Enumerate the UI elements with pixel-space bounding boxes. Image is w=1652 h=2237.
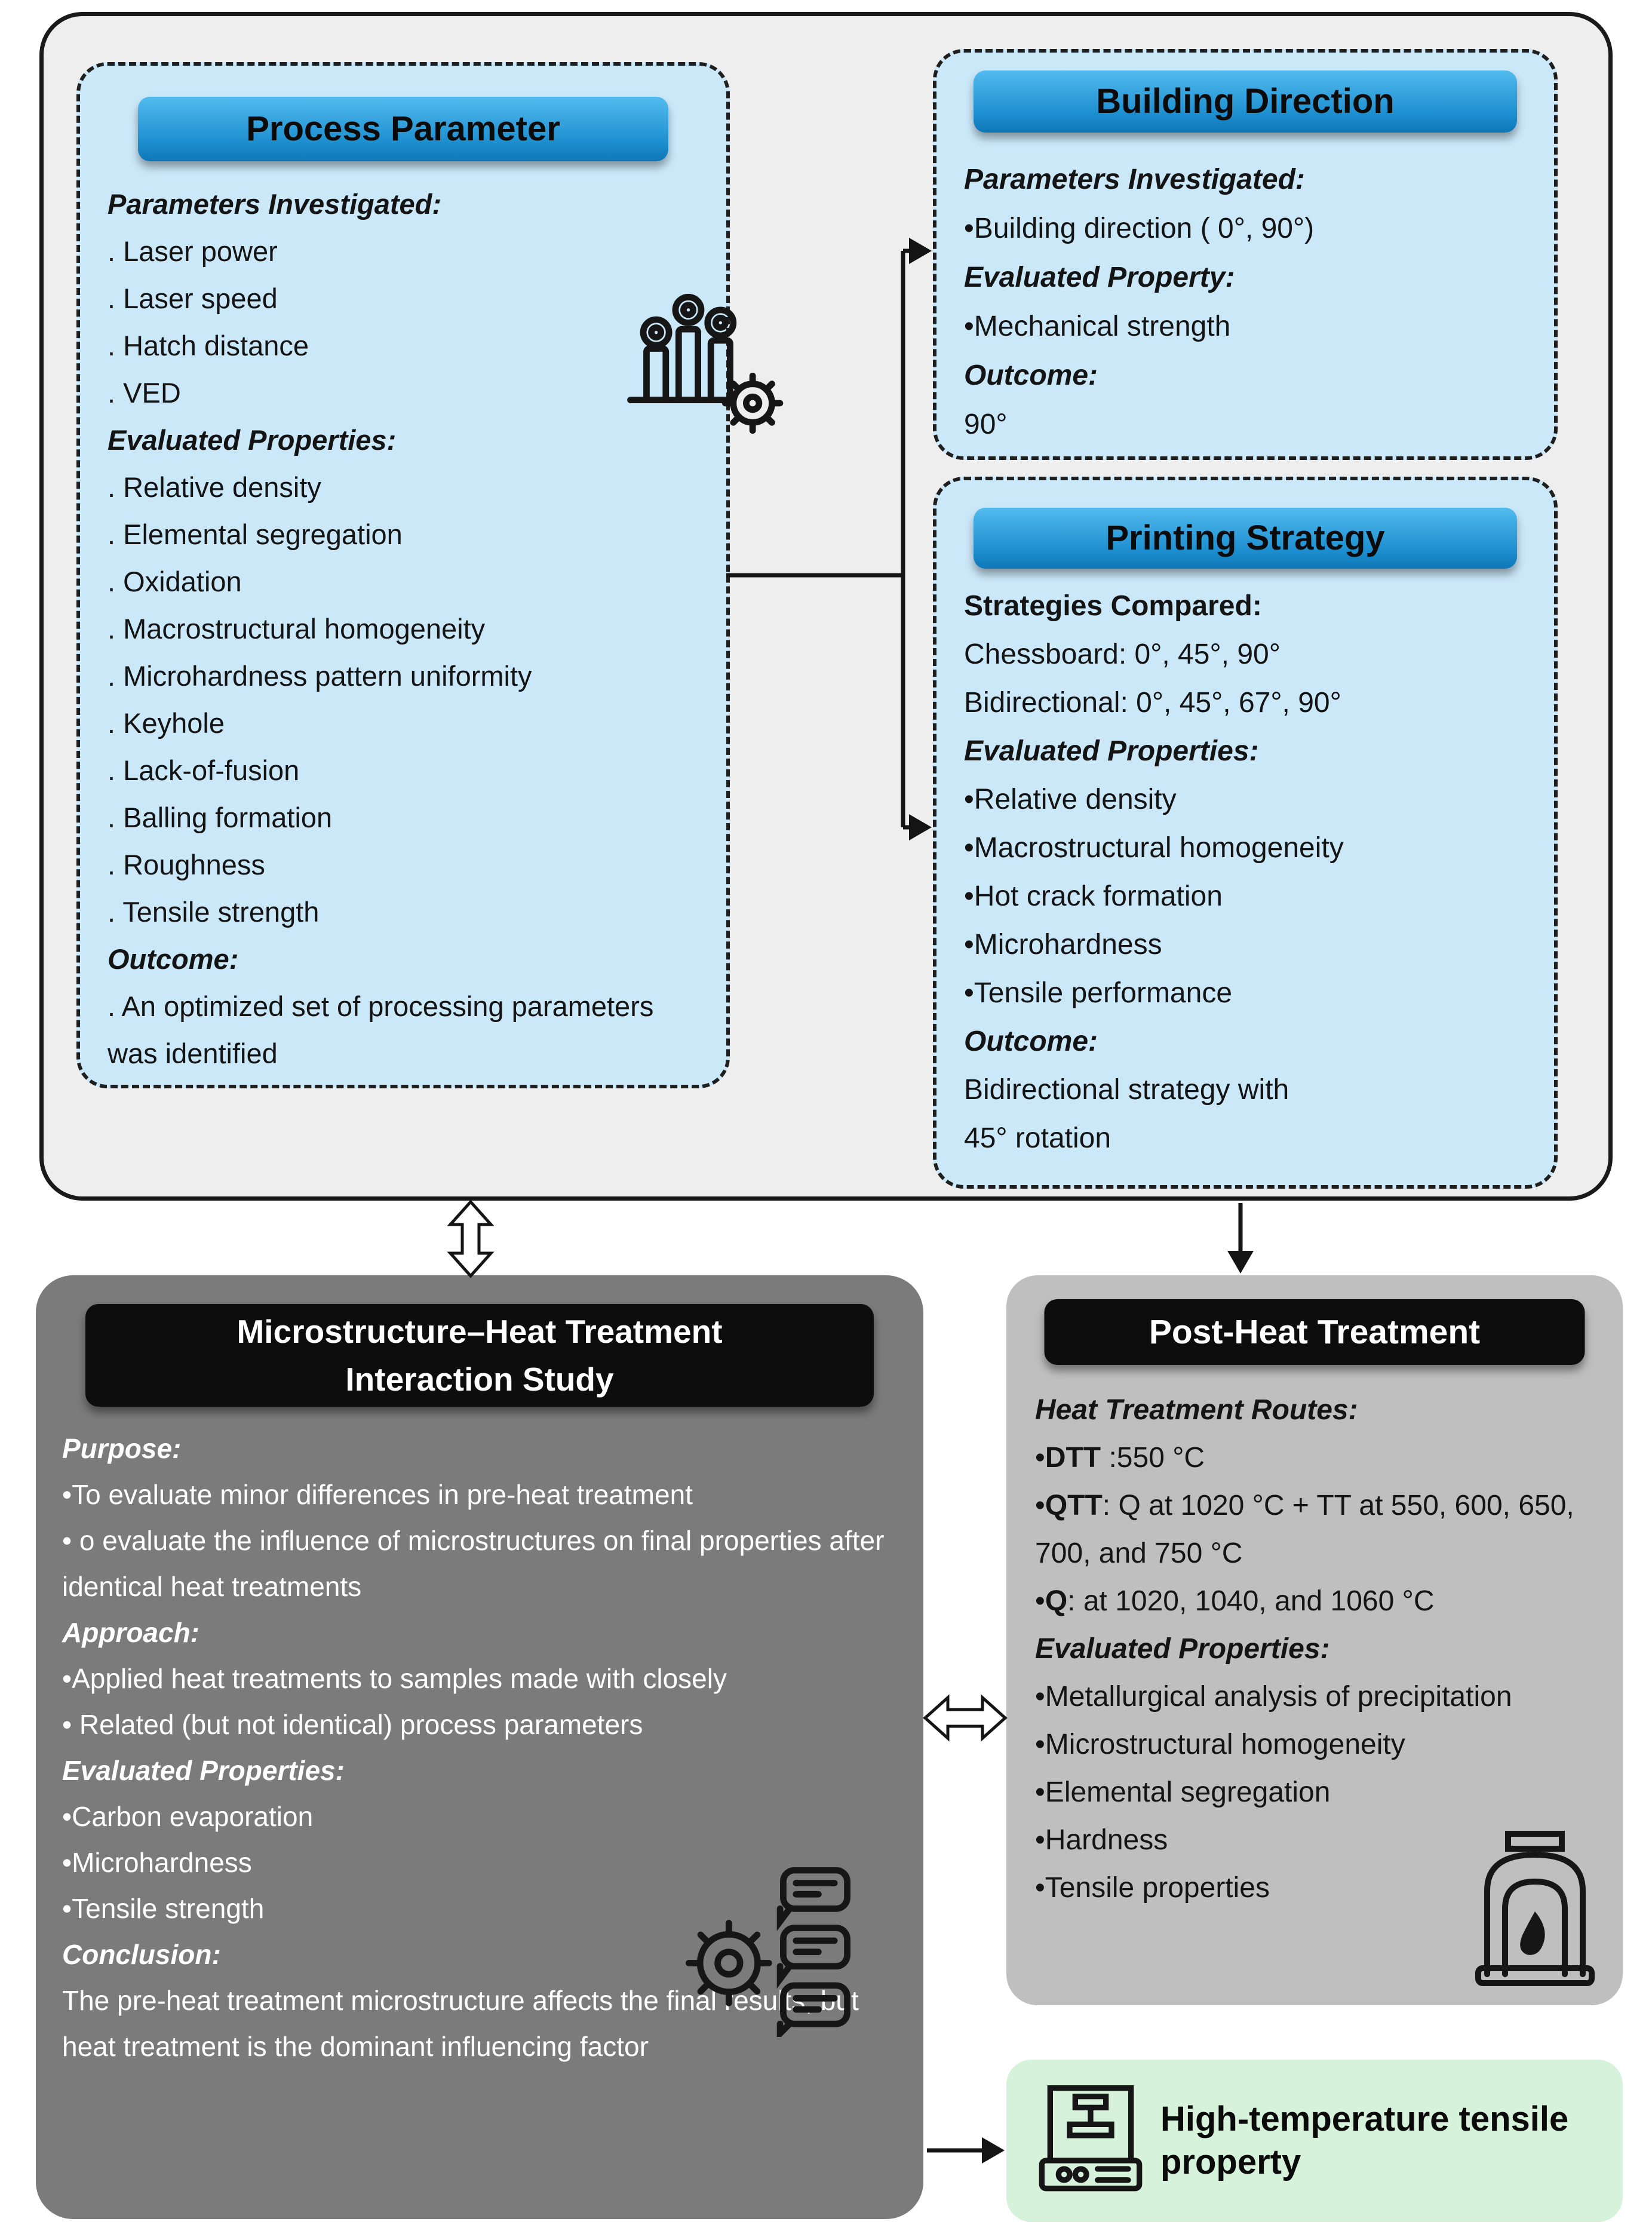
list-item: . Tensile strength	[108, 896, 320, 928]
list-item: . Macrostructural homogeneity	[108, 613, 486, 645]
list-item: Bidirectional: 0°, 45°, 67°, 90°	[964, 687, 1341, 719]
list-item: . Oxidation	[108, 566, 242, 597]
list-item: . VED	[108, 377, 181, 409]
section-heading: Heat Treatment Routes:	[1035, 1394, 1358, 1426]
list-item: •Tensile properties	[1035, 1872, 1270, 1904]
list-item: . Microhardness pattern uniformity	[108, 660, 532, 692]
section-heading: Evaluated Property:	[964, 262, 1235, 293]
process-parameter-box	[76, 62, 730, 1088]
list-item: •Macrostructural homogeneity	[964, 832, 1344, 864]
route-item: •DTT :550 °C	[1035, 1442, 1205, 1474]
section-heading: Evaluated Properties:	[108, 424, 397, 456]
section-heading: Evaluated Properties:	[62, 1755, 345, 1786]
list-item: •Tensile performance	[964, 977, 1233, 1009]
list-item: •Building direction ( 0°, 90°)	[964, 213, 1315, 244]
post-heat-treatment-box	[1006, 1275, 1623, 2005]
list-item: Chessboard: 0°, 45°, 90°	[964, 639, 1281, 670]
list-item: . Relative density	[108, 471, 321, 503]
title-line-2: Interaction Study	[345, 1361, 614, 1398]
section-heading: Outcome:	[108, 943, 239, 975]
furnace-icon	[1460, 1831, 1610, 1989]
list-item: •Metallurgical analysis of precipitation	[1035, 1681, 1512, 1713]
section-heading: Parameters Investigated:	[108, 188, 442, 220]
tensile-machine-icon	[1028, 2074, 1153, 2208]
microstructure-study-box	[36, 1275, 923, 2219]
section-heading: Evaluated Properties:	[1035, 1633, 1330, 1665]
double-arrow-vertical-icon	[450, 1202, 491, 1276]
microstructure-study-title	[85, 1304, 874, 1407]
section-heading: Purpose:	[62, 1433, 182, 1464]
printing-strategy-title: Printing Strategy	[974, 508, 1517, 569]
analytics-gears-icon	[618, 287, 785, 439]
arrowhead-to-post-heat	[1227, 1251, 1254, 1274]
list-item: . Elemental segregation	[108, 518, 403, 550]
list-item: . Hatch distance	[108, 330, 309, 361]
list-item: •Carbon evaporation	[62, 1801, 314, 1832]
title-line-1: Microstructure–Heat Treatment	[237, 1313, 723, 1350]
list-item: . Laser speed	[108, 283, 278, 314]
list-item: •Hardness	[1035, 1824, 1168, 1856]
list-item: . Lack-of-fusion	[108, 754, 300, 786]
building-direction-body	[964, 155, 1539, 449]
list-item: . Roughness	[108, 849, 265, 880]
building-direction-title: Building Direction	[974, 70, 1517, 133]
printing-strategy-body	[964, 582, 1539, 1162]
section-heading: Approach:	[62, 1617, 199, 1648]
route-item: •Q: at 1020, 1040, and 1060 °C	[1035, 1585, 1435, 1617]
list-item: . Balling formation	[108, 802, 333, 833]
list-item: • Related (but not identical) process parameters	[62, 1709, 643, 1740]
list-item: •Microstructural homogeneity	[1035, 1729, 1405, 1760]
outcome-text: . An optimized set of processing parameters was identified	[108, 990, 654, 1069]
route-item: •QTT: Q at 1020 °C + TT at 550, 600, 650, 700, and 750 °C	[1035, 1490, 1574, 1569]
list-item: •Microhardness	[62, 1847, 252, 1878]
post-heat-treatment-title: Post-Heat Treatment	[1045, 1299, 1585, 1365]
double-arrow-horizontal-icon	[925, 1698, 1005, 1738]
outcome-text: 90°	[964, 409, 1008, 440]
list-item: . Keyhole	[108, 707, 225, 739]
list-item: •Relative density	[964, 784, 1177, 815]
printing-strategy-box	[933, 477, 1558, 1189]
list-item: •Elemental segregation	[1035, 1776, 1331, 1808]
list-item: •Mechanical strength	[964, 311, 1231, 342]
high-temp-outcome-box	[1006, 2060, 1623, 2222]
list-item: •Hot crack formation	[964, 880, 1223, 912]
list-item: •Applied heat treatments to samples made with closely	[62, 1663, 727, 1694]
list-item: . Laser power	[108, 235, 278, 267]
section-heading: Strategies Compared:	[964, 590, 1262, 622]
list-item: •Microhardness	[964, 929, 1162, 961]
building-direction-box	[933, 49, 1558, 460]
process-parameter-title: Process Parameter	[138, 97, 668, 161]
outcome-text: Bidirectional strategy with 45° rotation	[964, 1074, 1289, 1154]
section-heading: Conclusion:	[62, 1939, 221, 1970]
gear-chat-icon	[681, 1864, 860, 2040]
arrowhead-to-outcome	[982, 2137, 1005, 2164]
section-heading: Parameters Investigated:	[964, 164, 1305, 195]
section-heading: Outcome:	[964, 1026, 1098, 1057]
high-temp-outcome-label: High-temperature tensile property	[1160, 2100, 1569, 2181]
section-heading: Evaluated Properties:	[964, 735, 1259, 767]
section-heading: Outcome:	[964, 360, 1098, 391]
list-item: •To evaluate minor differences in pre-heat treatment	[62, 1479, 693, 1510]
conclusion-text: The pre-heat treatment microstructure affects the final results, but heat treatment is the dominant influencing factor	[62, 1985, 859, 2062]
list-item: • o evaluate the influence of microstructures on final properties after identical heat treatments	[62, 1525, 885, 1602]
list-item: •Tensile strength	[62, 1893, 265, 1924]
